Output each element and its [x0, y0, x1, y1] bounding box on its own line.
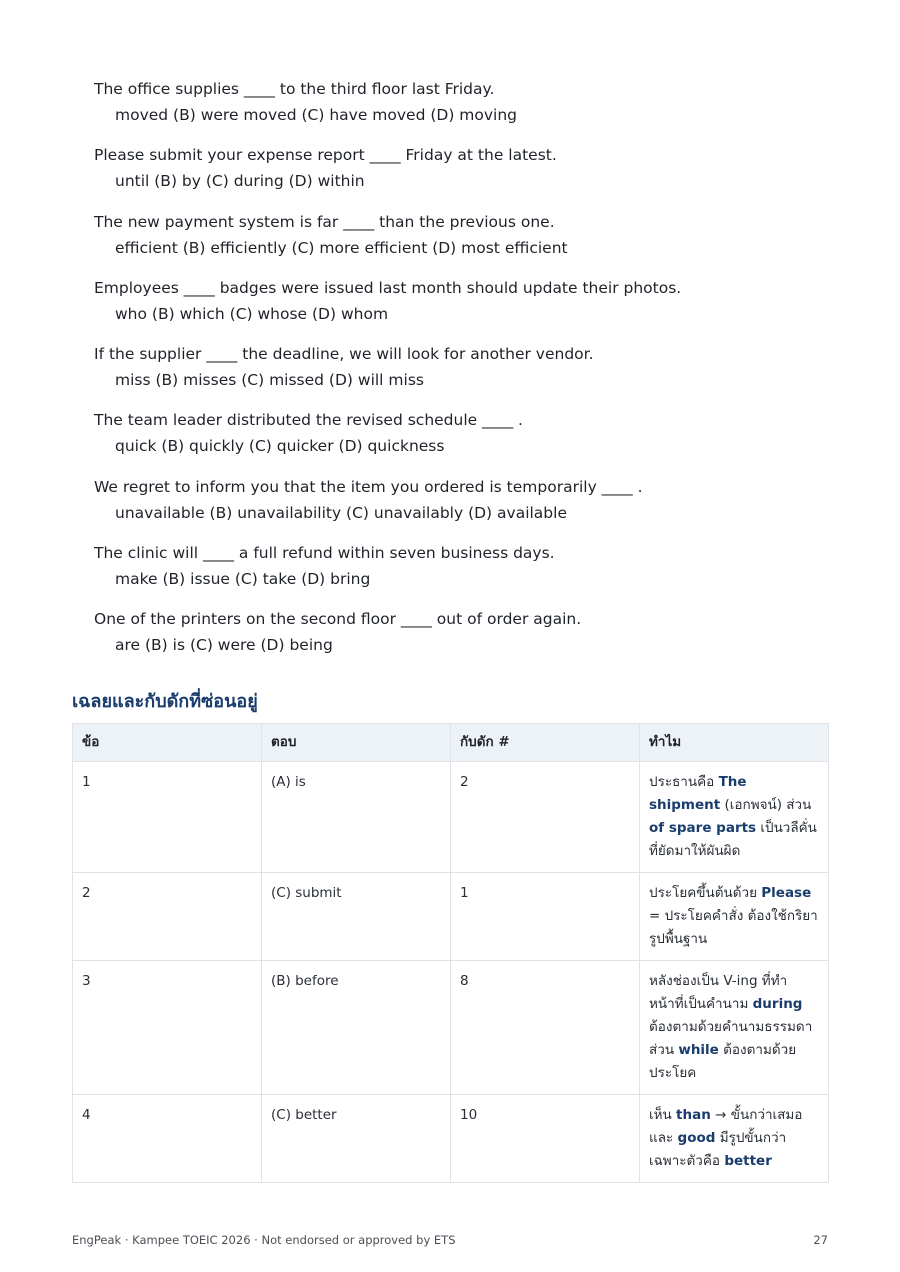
- cell-answer: (A) is: [262, 762, 451, 873]
- question-item: [94, 276, 854, 342]
- cell-trap: 8: [451, 961, 640, 1095]
- question-stem: The team leader distributed the revised schedule ____ .: [94, 411, 523, 430]
- question-list: [94, 77, 854, 674]
- question-stem: Employees ____ badges were issued last month should update their photos.: [94, 278, 682, 297]
- keyword-highlight: during: [752, 996, 803, 1012]
- cell-answer: (B) before: [262, 961, 451, 1095]
- table-row: [73, 1095, 829, 1183]
- question-stem: The new payment system is far ____ than the previous one.: [94, 212, 555, 231]
- cell-answer: (C) better: [262, 1095, 451, 1183]
- question-item: [94, 77, 854, 143]
- keyword-highlight: The shipment: [649, 774, 747, 813]
- cell-trap: 10: [451, 1095, 640, 1183]
- cell-why: ประโยคขึ้นต้นด้วย Please = ประโยคคำสั่ง ต้องใช้กริยารูปพื้นฐาน: [640, 873, 829, 961]
- column-header-number: ข้อ: [73, 724, 262, 762]
- question-item: [94, 607, 854, 673]
- keyword-highlight: good: [677, 1130, 716, 1146]
- question-stem: The office supplies ____ to the third floor last Friday.: [94, 80, 495, 98]
- answer-table: [72, 723, 829, 1183]
- question-item: [94, 408, 854, 474]
- question-options: make (B) issue (C) take (D) bring: [115, 570, 371, 589]
- cell-why: เห็น than → ขั้นกว่าเสมอ และ good มีรูปขั้นกว่าเฉพาะตัวคือ better: [640, 1095, 829, 1183]
- cell-answer: (C) submit: [262, 873, 451, 961]
- question-stem: One of the printers on the second floor ____ out of order again.: [94, 610, 582, 629]
- answer-section-title: เฉลยและกับดักที่ซ่อนอยู่: [72, 691, 258, 712]
- keyword-highlight: while: [678, 1042, 719, 1058]
- column-header-trap: กับดัก #: [451, 724, 640, 762]
- question-options: who (B) which (C) whose (D) whom: [115, 304, 389, 323]
- question-options: until (B) by (C) during (D) within: [115, 172, 365, 191]
- question-options: are (B) is (C) were (D) being: [115, 636, 333, 655]
- question-options: quick (B) quickly (C) quicker (D) quickness: [115, 437, 445, 456]
- cell-trap: 1: [451, 873, 640, 961]
- question-stem: If the supplier ____ the deadline, we will look for another vendor.: [94, 345, 594, 364]
- question-options: miss (B) misses (C) missed (D) will miss: [115, 371, 424, 390]
- question-stem: We regret to inform you that the item you ordered is temporarily ____ .: [94, 477, 643, 496]
- cell-why: หลังช่องเป็น V-ing ที่ทำหน้าที่เป็นคำนาม during ต้องตามด้วยคำนามธรรมดา ส่วน while ต้องตามด้วยประโยค: [640, 961, 829, 1095]
- keyword-highlight: of spare parts: [649, 820, 757, 836]
- footer-text: EngPeak · Kampee TOEIC 2026 · Not endorsed or approved by ETS: [72, 1233, 456, 1247]
- question-item: [94, 475, 854, 541]
- question-options: moved (B) were moved (C) have moved (D) moving: [115, 106, 518, 124]
- question-item: [94, 342, 854, 408]
- column-header-why: ทำไม: [640, 724, 829, 762]
- cell-number: 4: [73, 1095, 262, 1183]
- question-options: efficient (B) efficiently (C) more efficient (D) most efficient: [115, 238, 568, 257]
- cell-trap: 2: [451, 762, 640, 873]
- page-number: 27: [813, 1233, 828, 1247]
- question-item: [94, 541, 854, 607]
- cell-number: 3: [73, 961, 262, 1095]
- table-row: [73, 961, 829, 1095]
- cell-why: ประธานคือ The shipment (เอกพจน์) ส่วน of spare parts เป็นวลีคั่นที่ยัดมาให้ผันผิด: [640, 762, 829, 873]
- question-stem: The clinic will ____ a full refund within seven business days.: [94, 544, 555, 563]
- cell-number: 1: [73, 762, 262, 873]
- question-stem: Please submit your expense report ____ Friday at the latest.: [94, 146, 557, 165]
- column-header-answer: ตอบ: [262, 724, 451, 762]
- keyword-highlight: Please: [761, 885, 812, 901]
- question-options: unavailable (B) unavailability (C) unavailably (D) available: [115, 503, 567, 522]
- keyword-highlight: better: [724, 1153, 772, 1169]
- question-item: [94, 210, 854, 276]
- keyword-highlight: than: [676, 1107, 711, 1123]
- question-item: [94, 143, 854, 209]
- cell-number: 2: [73, 873, 262, 961]
- table-row: [73, 873, 829, 961]
- answer-table-header-row: [73, 724, 829, 762]
- table-row: [73, 762, 829, 873]
